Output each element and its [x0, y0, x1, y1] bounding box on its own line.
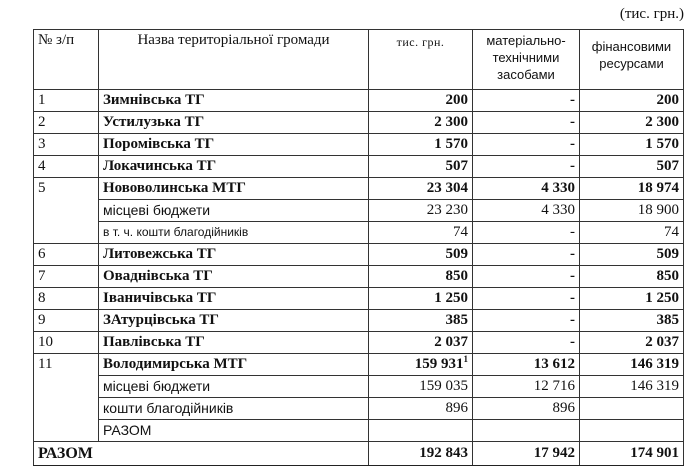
community-name: РАЗОМ	[99, 420, 369, 442]
community-name: кошти благодійників	[99, 398, 369, 420]
header-financial: фінансовими ресурсами	[580, 30, 684, 90]
total-value: 159 $931^1$	[369, 354, 473, 376]
material-value: -	[473, 112, 580, 134]
total-row	[34, 442, 684, 466]
row-number: 10	[34, 332, 99, 354]
material-value: 12 716	[473, 376, 580, 398]
financial-value: 1 250	[580, 288, 684, 310]
table-subrow	[34, 376, 684, 398]
total-value: 896	[369, 398, 473, 420]
total-value: 23 304	[369, 178, 473, 200]
financial-value: 507	[580, 156, 684, 178]
row-number: 8	[34, 288, 99, 310]
table-row	[34, 310, 684, 332]
community-name: Зимнівська ТГ	[99, 90, 369, 112]
total-sum: 192 843	[369, 442, 473, 466]
total-value: 385	[369, 310, 473, 332]
header-total: тис. грн.	[369, 30, 473, 90]
community-name: Павлівська ТГ	[99, 332, 369, 354]
community-name: Поромівська ТГ	[99, 134, 369, 156]
financial-value: 2 300	[580, 112, 684, 134]
financial-value	[580, 420, 684, 442]
total-material: 17 942	[473, 442, 580, 466]
total-value: 850	[369, 266, 473, 288]
material-value: 13 612	[473, 354, 580, 376]
total-value: 1 570	[369, 134, 473, 156]
row-number	[34, 222, 99, 244]
header-community-name: Назва територіальної громади	[99, 30, 369, 90]
material-value: -	[473, 310, 580, 332]
table-row	[34, 332, 684, 354]
total-value: 1 250	[369, 288, 473, 310]
financial-value: 146 319	[580, 354, 684, 376]
financial-value: 200	[580, 90, 684, 112]
community-name: Володимирська МТГ	[99, 354, 369, 376]
row-number	[34, 376, 99, 398]
total-financial: 174 901	[580, 442, 684, 466]
community-name: Нововолинська МТГ	[99, 178, 369, 200]
total-value: 509	[369, 244, 473, 266]
community-name: Оваднівська ТГ	[99, 266, 369, 288]
header-number: № з/п	[34, 30, 99, 90]
total-value: 74	[369, 222, 473, 244]
total-value: 2 300	[369, 112, 473, 134]
row-number: 6	[34, 244, 99, 266]
table-subrow	[34, 420, 684, 442]
total-value: 507	[369, 156, 473, 178]
communities-table	[33, 29, 684, 466]
footnote-marker: 1	[463, 354, 468, 364]
financial-value: 74	[580, 222, 684, 244]
community-name: Іваничівська ТГ	[99, 288, 369, 310]
table-row	[34, 134, 684, 156]
row-number	[34, 420, 99, 442]
total-value: 200	[369, 90, 473, 112]
row-number: 7	[34, 266, 99, 288]
financial-value: 1 570	[580, 134, 684, 156]
financial-value: 850	[580, 266, 684, 288]
material-value: -	[473, 266, 580, 288]
row-number: 1	[34, 90, 99, 112]
table-subrow	[34, 398, 684, 420]
community-name: в т. ч. кошти благодійників	[99, 222, 369, 244]
table-row	[34, 112, 684, 134]
row-number	[34, 398, 99, 420]
material-value: 4 330	[473, 178, 580, 200]
material-value: -	[473, 332, 580, 354]
community-name: Устилузька ТГ	[99, 112, 369, 134]
table-row	[34, 244, 684, 266]
material-value: 4 330	[473, 200, 580, 222]
financial-value: 2 037	[580, 332, 684, 354]
material-value: -	[473, 156, 580, 178]
row-number: 11	[34, 354, 99, 376]
table-row	[34, 178, 684, 200]
community-name: місцеві бюджети	[99, 200, 369, 222]
financial-value: 18 900	[580, 200, 684, 222]
financial-value: 146 319	[580, 376, 684, 398]
financial-value: 18 974	[580, 178, 684, 200]
table-row	[34, 288, 684, 310]
community-name: Литовежська ТГ	[99, 244, 369, 266]
row-number: 4	[34, 156, 99, 178]
table-row	[34, 156, 684, 178]
total-label: РАЗОМ	[34, 442, 369, 466]
total-value: 159 035	[369, 376, 473, 398]
material-value	[473, 420, 580, 442]
material-value: -	[473, 288, 580, 310]
community-name: Локачинська ТГ	[99, 156, 369, 178]
table-row	[34, 354, 684, 376]
financial-value: 509	[580, 244, 684, 266]
header-material: матеріально-технічними засобами	[473, 30, 580, 90]
financial-value	[580, 398, 684, 420]
material-value: 896	[473, 398, 580, 420]
total-value: 23 230	[369, 200, 473, 222]
financial-value: 385	[580, 310, 684, 332]
row-number: 2	[34, 112, 99, 134]
community-name: ЗАтурцівська ТГ	[99, 310, 369, 332]
table-row	[34, 266, 684, 288]
total-value: 2 037	[369, 332, 473, 354]
table-subrow	[34, 222, 684, 244]
row-number	[34, 200, 99, 222]
material-value: -	[473, 222, 580, 244]
row-number: 3	[34, 134, 99, 156]
row-number: 9	[34, 310, 99, 332]
material-value: -	[473, 244, 580, 266]
table-row	[34, 90, 684, 112]
table-subrow	[34, 200, 684, 222]
community-name: місцеві бюджети	[99, 376, 369, 398]
units-note: (тис. грн.)	[619, 6, 684, 22]
material-value: -	[473, 134, 580, 156]
total-value	[369, 420, 473, 442]
row-number: 5	[34, 178, 99, 200]
material-value: -	[473, 90, 580, 112]
